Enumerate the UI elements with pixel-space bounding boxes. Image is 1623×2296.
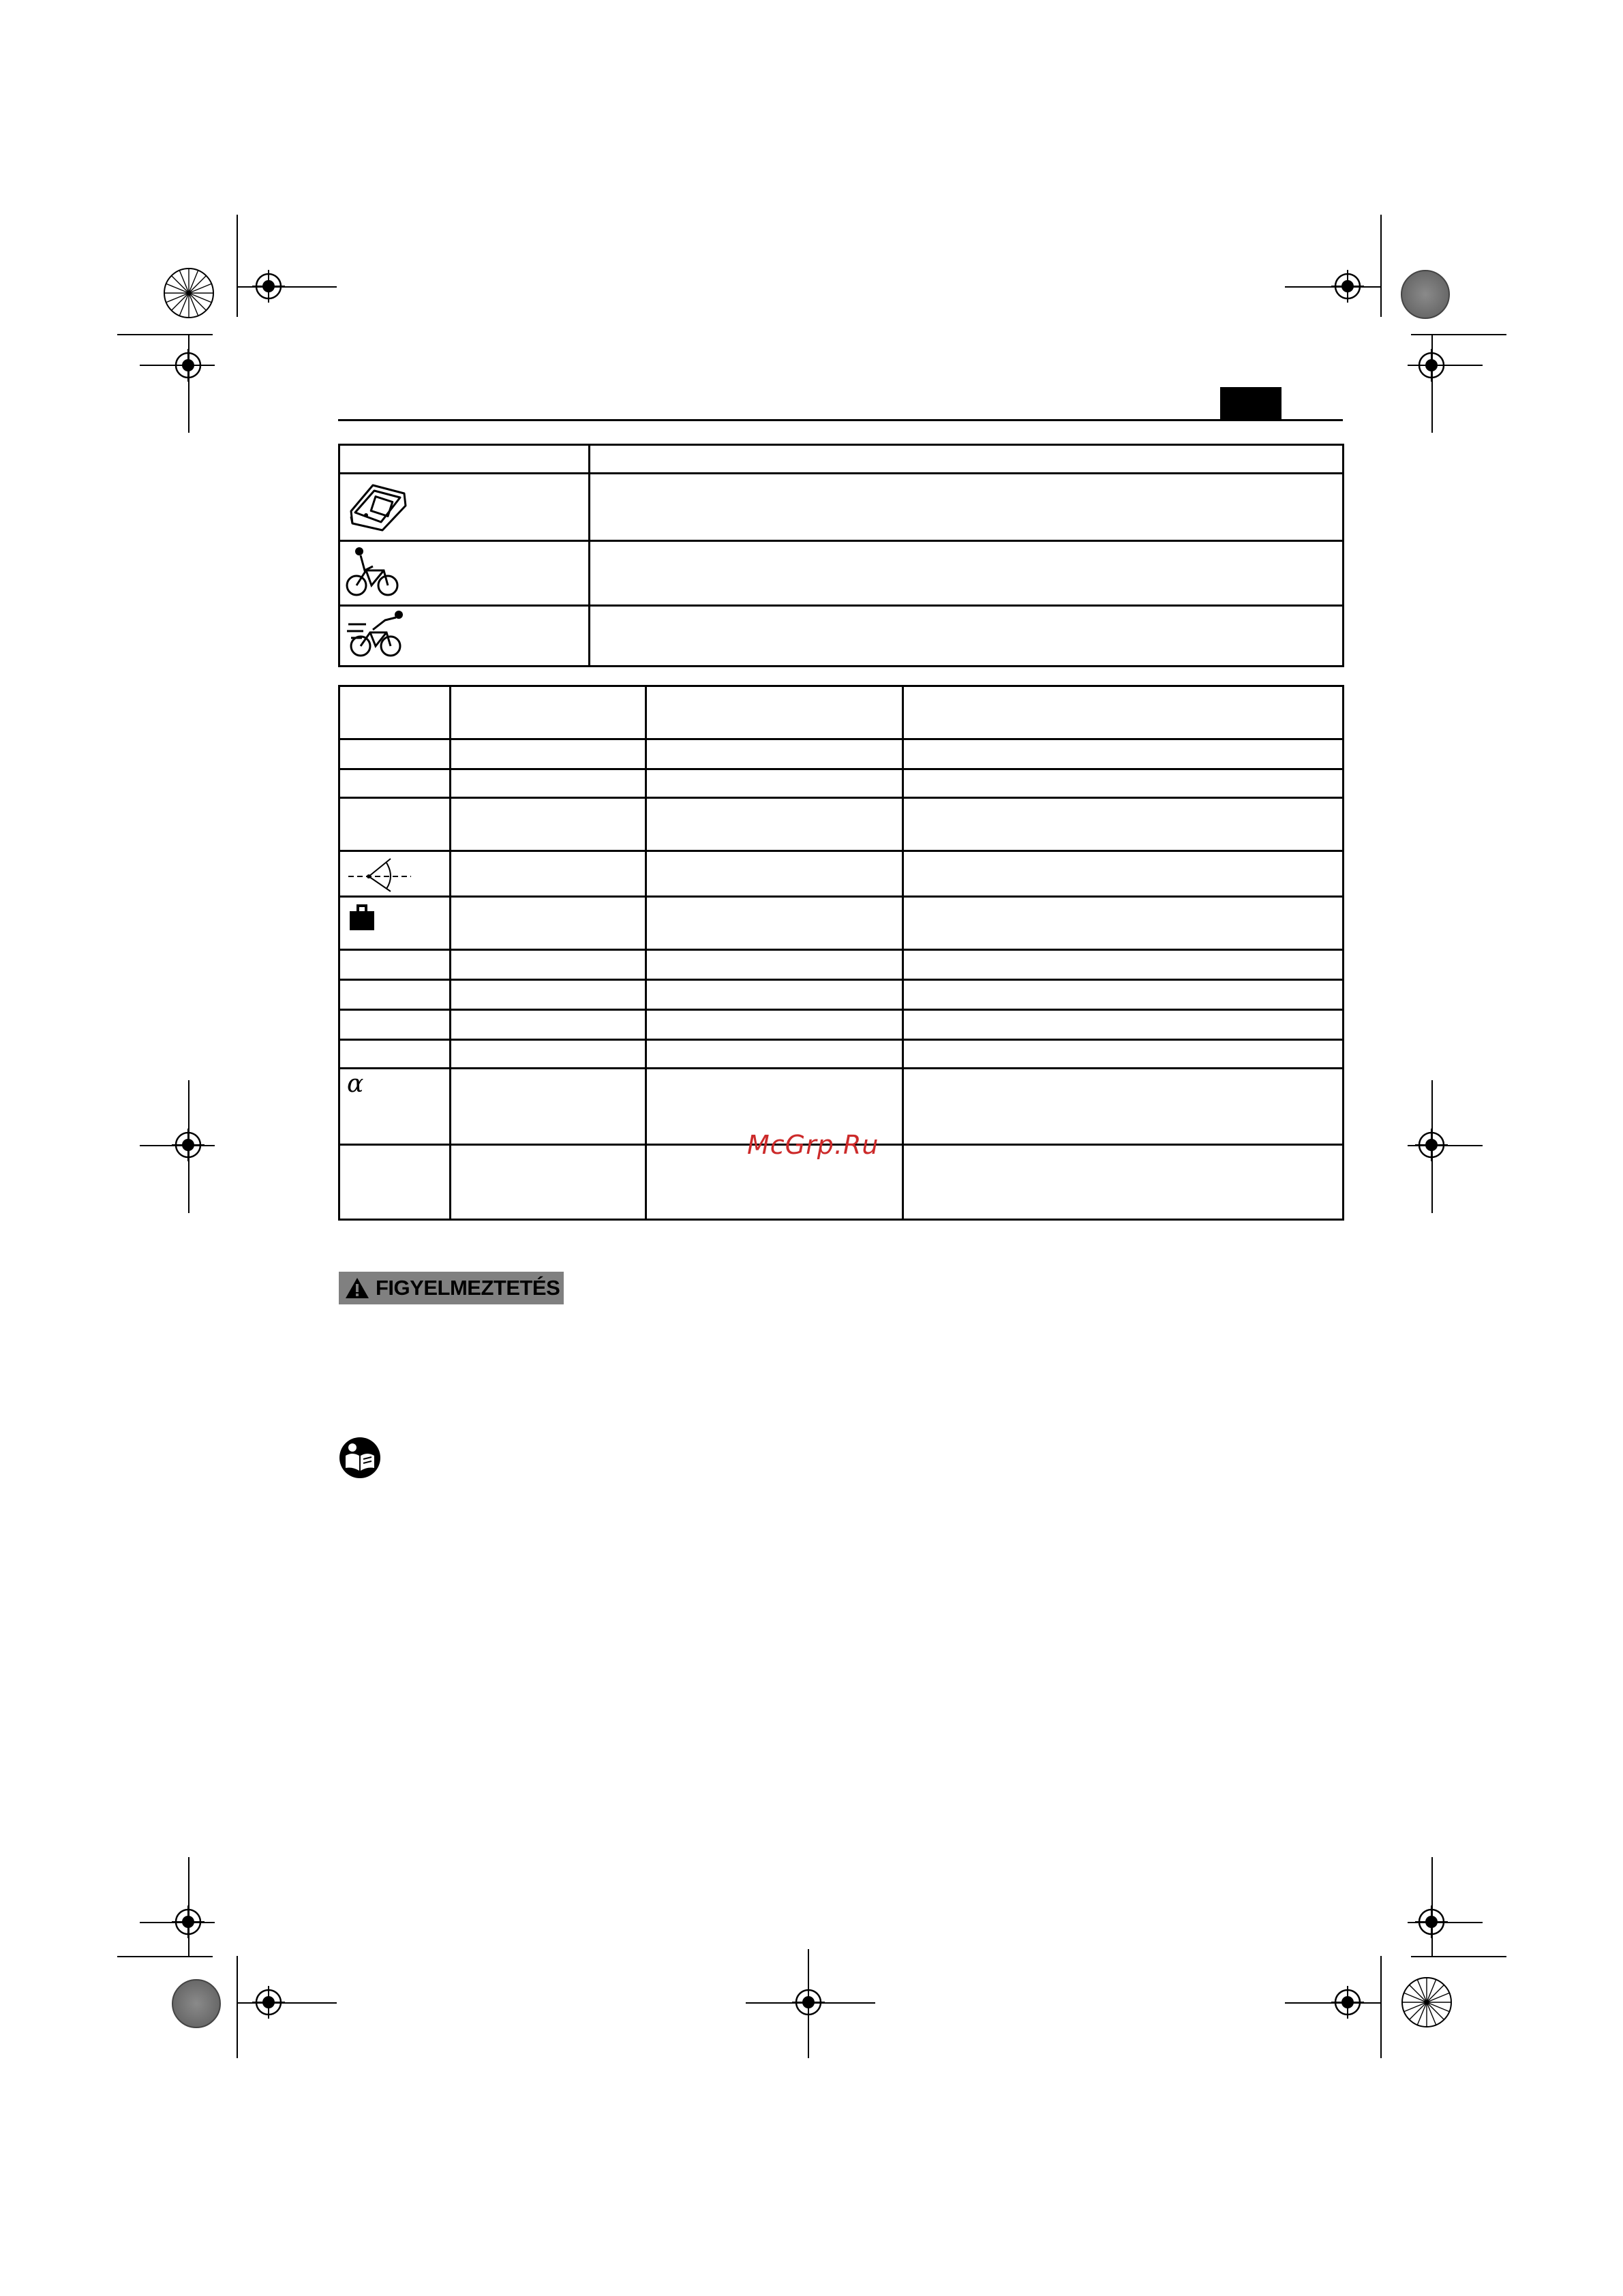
star-target-icon [163,267,215,319]
table-cell [590,541,1344,606]
warning-label: FIGYELMEZTETÉS [376,1276,560,1300]
table-row [339,739,1344,769]
registration-mark-icon [792,1986,825,2019]
table-header-cell [903,686,1344,739]
table-cell [451,739,646,769]
table-cell [590,474,1344,541]
table-row [339,474,1344,541]
table-cell [339,769,451,798]
table-cell [339,950,451,980]
table-cell [646,769,903,798]
registration-mark-icon [1415,349,1448,382]
symbols-table [338,444,1344,667]
registration-mark-icon [252,1986,285,2019]
table-cell [646,980,903,1010]
table-cell [903,980,1344,1010]
angle-icon [346,855,414,893]
table-cell [646,798,903,851]
table-cell [903,739,1344,769]
table-row [339,1040,1344,1069]
registration-mark-icon [172,349,204,382]
table-header-cell [451,686,646,739]
table-cell [903,1145,1344,1220]
table-cell [903,1010,1344,1040]
table-header-row [339,686,1344,739]
table-cell [339,739,451,769]
table-cell [451,1010,646,1040]
table-cell [339,1010,451,1040]
table-cell [339,1040,451,1069]
table-cell [903,1040,1344,1069]
table-cell [339,980,451,1010]
charger-icon [346,478,411,533]
table-cell [903,769,1344,798]
table-cell [339,851,451,897]
table-header-cell [339,686,451,739]
registration-mark-icon [1331,1986,1364,2019]
star-target-icon [1401,1976,1453,2028]
table-row [339,798,1344,851]
table-cell [646,851,903,897]
watermark: McGrp.Ru [747,1130,879,1160]
table-row [339,769,1344,798]
table-cell [903,798,1344,851]
header-rule [338,419,1343,421]
table-cell [590,606,1344,667]
table-cell [903,950,1344,980]
table-cell [451,1145,646,1220]
table-cell [451,950,646,980]
table-cell [451,1040,646,1069]
grey-disc-mark [1401,270,1450,319]
registration-mark-icon [172,1905,204,1938]
table-row [339,897,1344,950]
table-cell [646,897,903,950]
warning-badge [339,1272,564,1304]
table-cell [339,474,590,541]
registration-mark-icon [252,270,285,303]
table-cell [339,606,590,667]
table-cell [903,1069,1344,1145]
table-cell [646,739,903,769]
weight-icon [348,904,376,932]
table-cell [339,897,451,950]
read-manual-icon [339,1437,381,1479]
registration-mark-icon [1415,1905,1448,1938]
table-header-cell [590,445,1344,474]
table-header-row [339,445,1344,474]
table-row [339,950,1344,980]
table-header-cell [646,686,903,739]
table-cell [451,980,646,1010]
table-row [339,980,1344,1010]
table-cell [339,1145,451,1220]
table-row [339,851,1344,897]
table-cell [903,851,1344,897]
table-cell [646,1010,903,1040]
cyclist-icon [346,546,400,598]
table-row [339,541,1344,606]
warning-triangle-icon [344,1276,370,1300]
registration-mark-icon [1415,1129,1448,1161]
table-cell [451,798,646,851]
language-tab [1220,387,1281,420]
table-header-cell [339,445,590,474]
table-cell [451,897,646,950]
table-cell [646,950,903,980]
alpha-symbol: α [347,1070,364,1098]
table-cell [339,798,451,851]
table-cell [339,541,590,606]
table-cell [451,769,646,798]
table-cell [451,1069,646,1145]
registration-mark-icon [1331,270,1364,303]
table-cell [339,1069,451,1145]
grey-disc-mark [172,1979,221,2028]
table-row [339,1010,1344,1040]
fast-cyclist-icon [346,611,406,658]
registration-mark-icon [172,1129,204,1161]
table-cell [903,897,1344,950]
table-cell [646,1040,903,1069]
table-row [339,606,1344,667]
table-cell [451,851,646,897]
